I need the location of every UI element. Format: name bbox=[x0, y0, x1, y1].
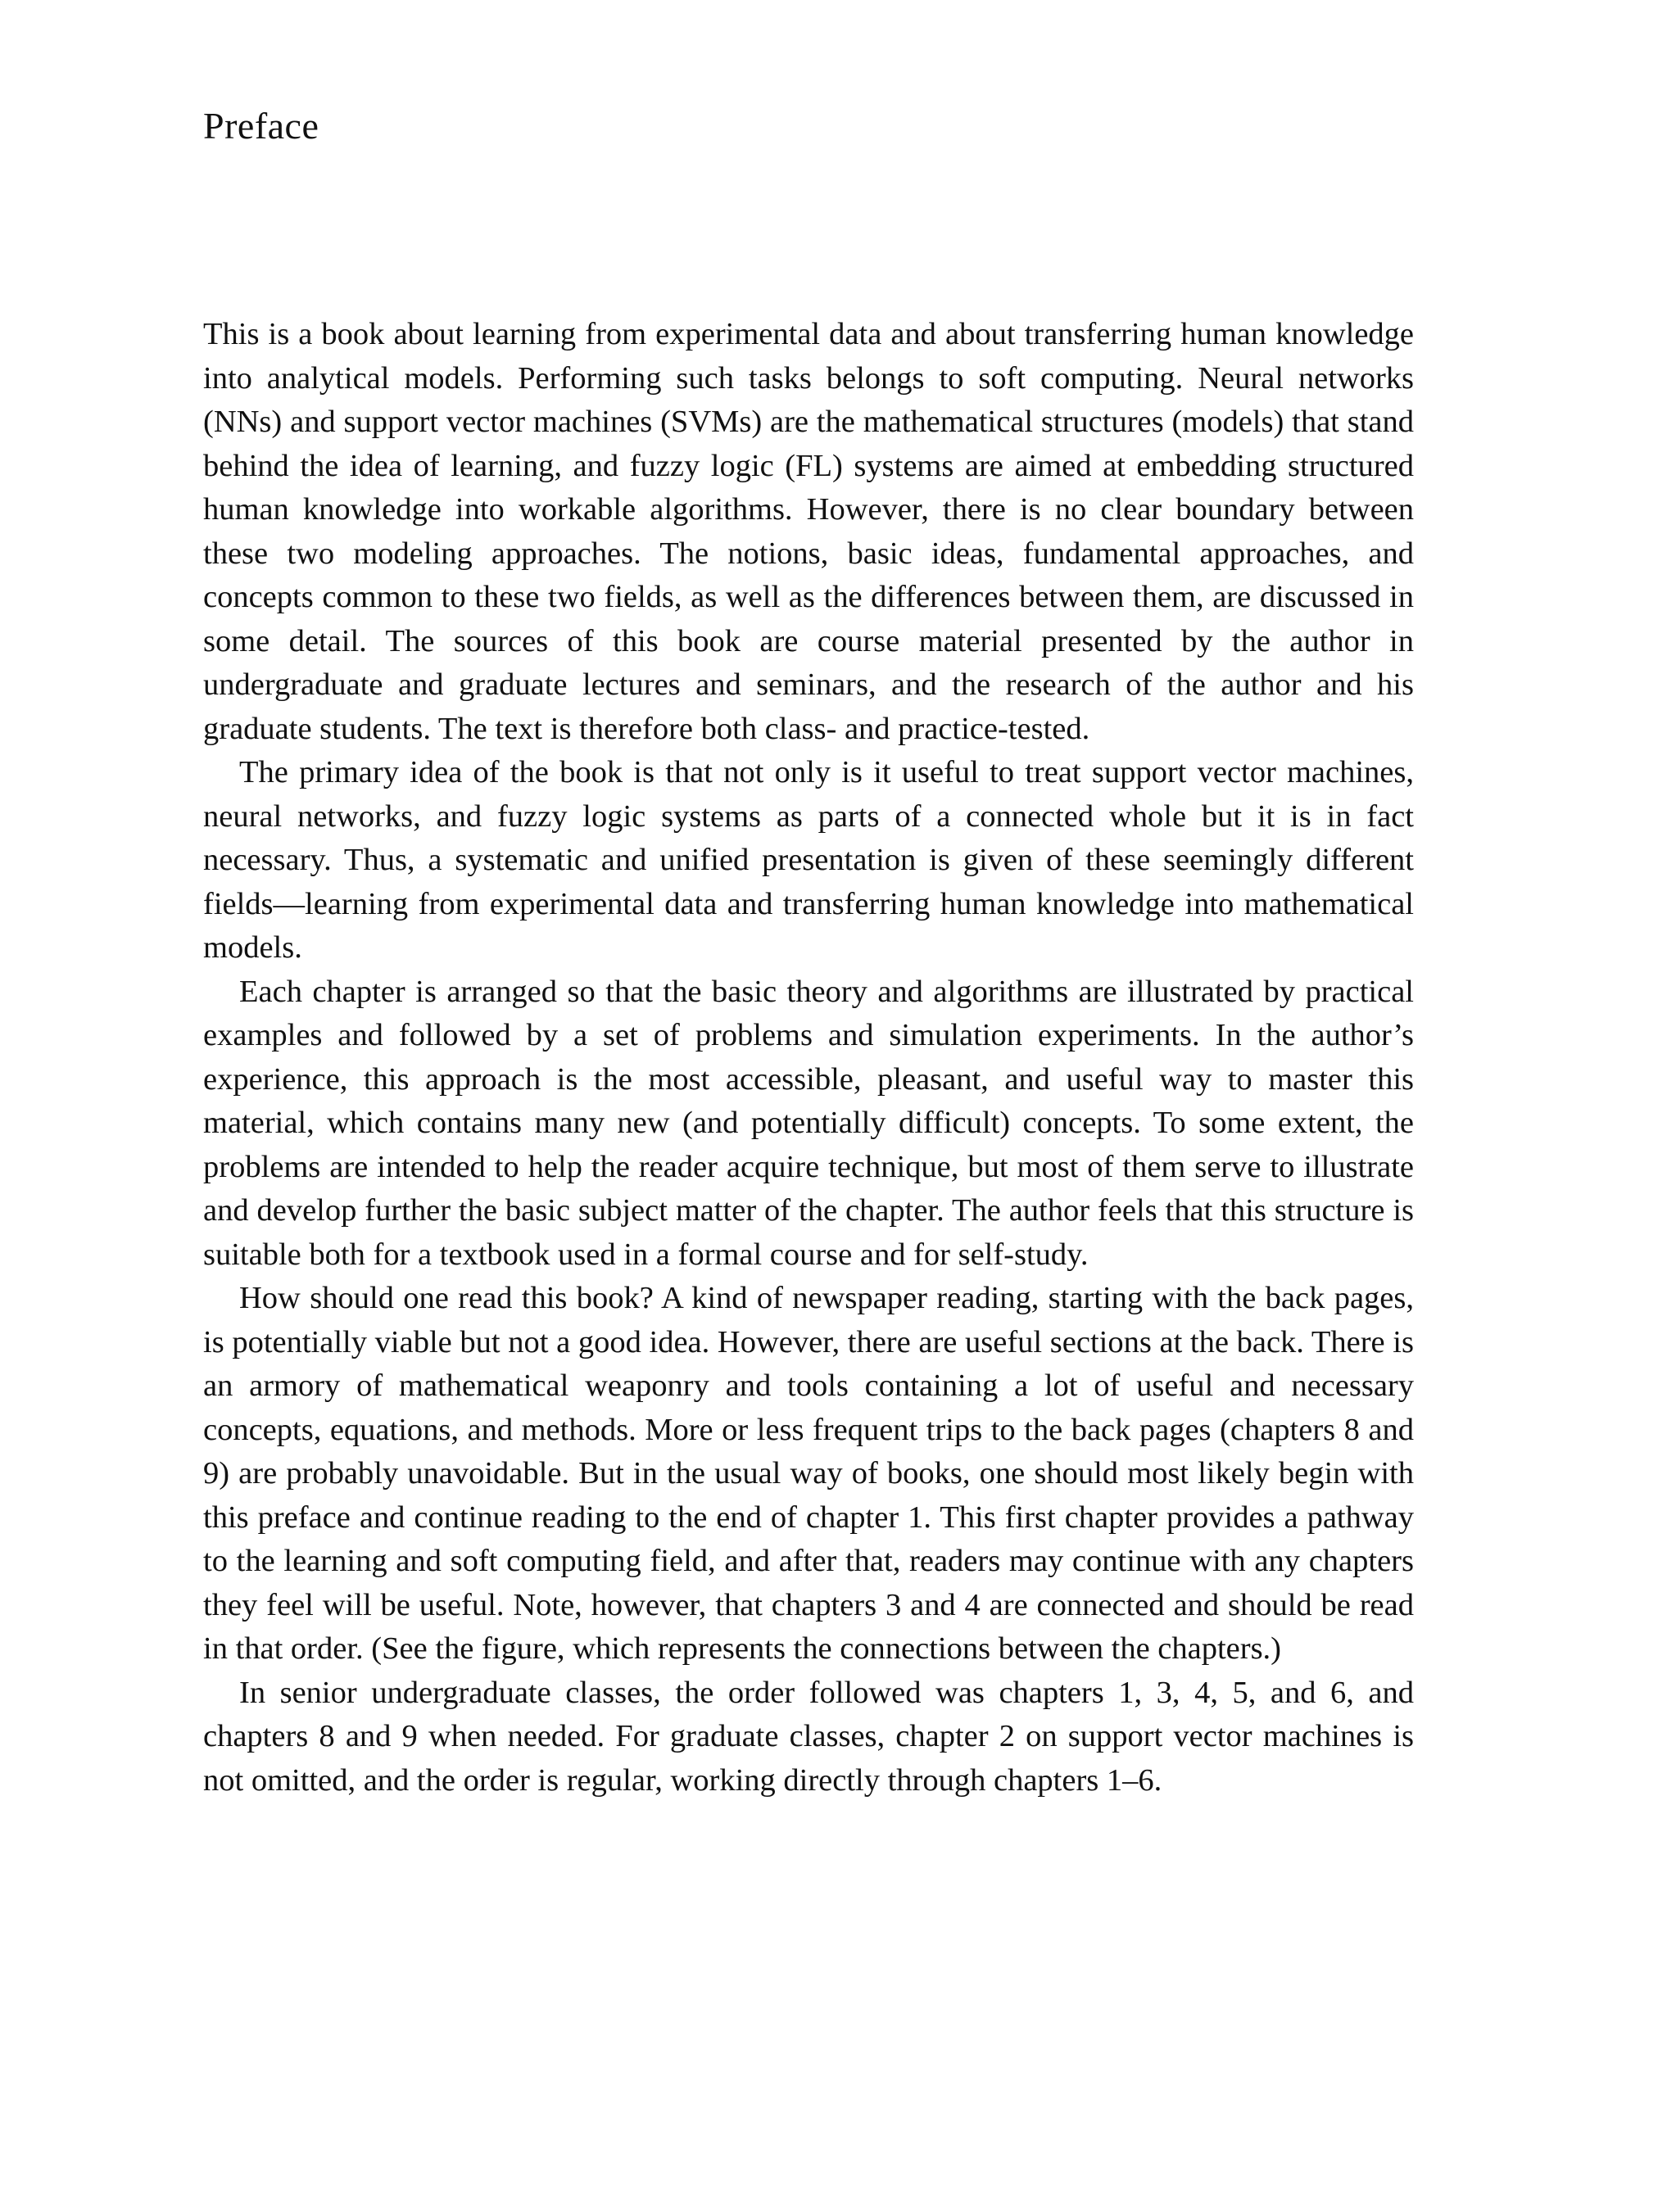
page-title: Preface bbox=[203, 105, 319, 147]
paragraph-4: How should one read this book? A kind of newspaper reading, starting with the back pages, is potentially viable but not a good idea. However, there are useful sections at the back. There is an armory of mathematical weaponry and tools containing a lot of useful and necessary concepts, equations, and methods. More or less frequent trips to the back pages (chapters 8 and 9) are probably unavoidable. But in the usual way of books, one should most likely begin with this preface and continue reading to the end of chapter 1. This first chapter provides a pathway to the learning and soft computing field, and after that, readers may continue with any chapters they feel will be useful. Note, however, that chapters 3 and 4 are connected and should be read in that order. (See the figure, which represents the connections between the chapters.) bbox=[203, 1281, 1414, 1666]
paragraph-1: This is a book about learning from experimental data and about transferring human knowledge into analytical models. Performing such tasks belongs to soft computing. Neural networks (NNs) and support vector machines (SVMs) are the mathematical structures (models) that stand behind the idea of learning, and fuzzy logic (FL) systems are aimed at embedding structured human knowledge into workable algorithms. However, there is no clear boundary between these two modeling approaches. The notions, basic ideas, fundamental approaches, and concepts common to these two fields, as well as the differences between them, are discussed in some detail. The sources of this book are course material presented by the author in undergraduate and graduate lectures and seminars, and the research of the author and his graduate students. The text is therefore both class- and practice-tested. bbox=[203, 317, 1414, 746]
paragraph-3: Each chapter is arranged so that the basic theory and algorithms are illustrated by practical examples and followed by a set of problems and simulation experiments. In the author’s experience, this approach is the most accessible, pleasant, and useful way to master this material, which contains many new (and potentially difficult) concepts. To some extent, the problems are intended to help the reader acquire technique, but most of them serve to illustrate and develop further the basic subject matter of the chapter. The author feels that this structure is suitable both for a textbook used in a formal course and for self-study. bbox=[203, 974, 1414, 1272]
body-text bbox=[203, 313, 1414, 1803]
paragraph-2: The primary idea of the book is that not only is it useful to treat support vector machines, neural networks, and fuzzy logic systems as parts of a connected whole but it is in fact necessary. Thus, a systematic and unified presentation is given of these seemingly different fields—learning from experimental data and transferring human knowledge into mathematical models. bbox=[203, 755, 1414, 965]
paragraph-5: In senior undergraduate classes, the order followed was chapters 1, 3, 4, 5, and 6, and chapters 8 and 9 when needed. For graduate classes, chapter 2 on support vector machines is not omitted, and the order is regular, working directly through chapters 1–6. bbox=[203, 1675, 1414, 1798]
